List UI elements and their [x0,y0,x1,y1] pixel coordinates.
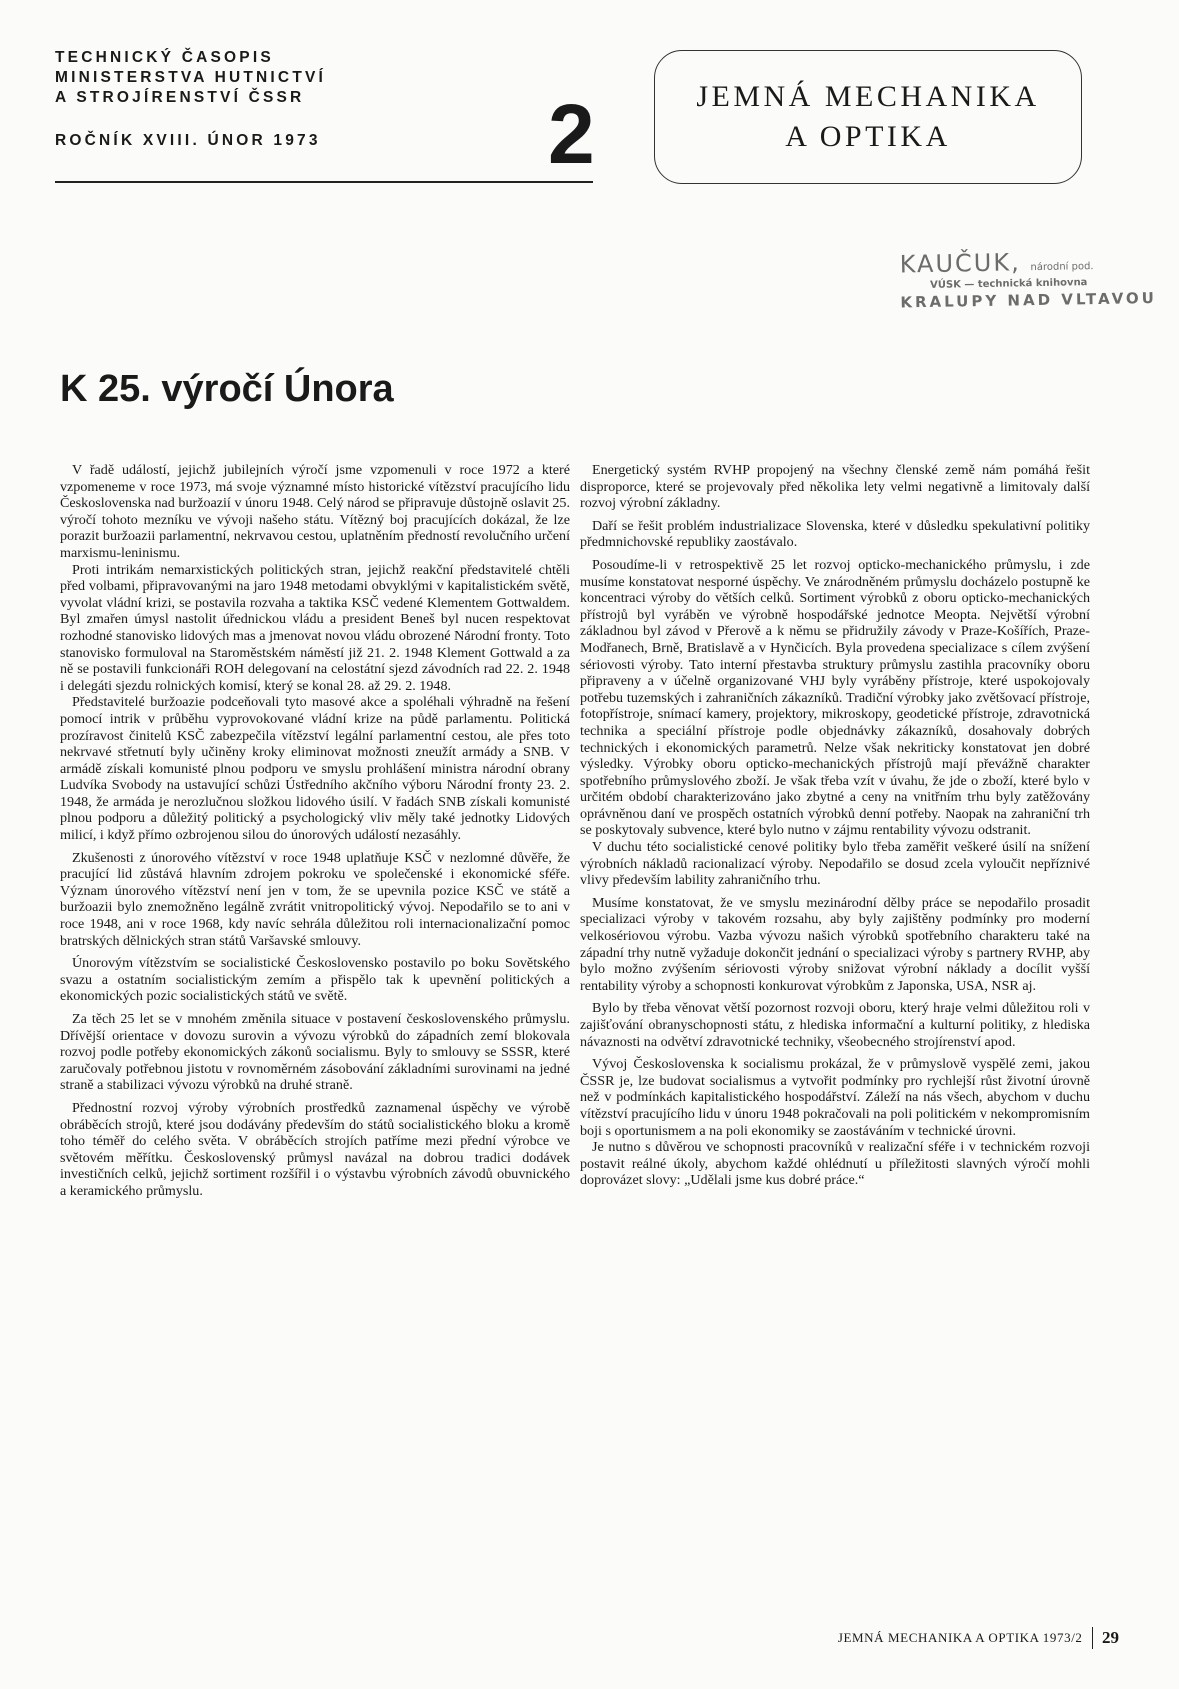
paragraph: Daří se řešit problém industrializace Slovenska, které v důsledku spekulativní politiky předmnichovské republiky zaostávalo. [580,517,1090,551]
paragraph: Proti intrikám nemarxistických politických stran, jejichž reakční představitelé chtěli před volbami, připravovanými na jaro 1948 metodami obvyklými v kapitalistickém světě, vyvolat vládní krizi, se postavila rozvaha a taktika KSČ vedené Klementem Gottwaldem. Byl zmařen úmysl nastolit úřednickou vládu a president Beneš byl nucen respektovat rozhodné stanovisko lidových mas a jmenovat novou vládu obrozené Národní fronty. Toto stanovisko formuloval na Staroměstském náměstí již 21. 2. 1948 Klement Gottwald a za ně se postavili funkcionáři ROH delegovaní na celostátní sjezd závodních rad 22. 2. 1948 i delegáti sjezdu rolnických komisí, který se konal 28. až 29. 2. 1948. [60,561,570,694]
stamp-line: národní pod. [1030,261,1094,274]
paragraph: Představitelé buržoazie podceňovali tyto masové akce a spoléhali výhradně na řešení pomocí intrik v průběhu vyprovokované vládní krize na půdě parlamentu. Politická prozíravost činitelů KSČ zabezpečila vítězství legální parlamentní cestou, ale přes toto nekrvavé střetnutí byly učiněny kroky eliminovat možnosti zneužít armády a SNB. V armádě získali komunisté plnou podporu ve smyslu prohlášení ministra národní obrany Ludvíka Svobody na ustavující schůzi Ústředního akčního výboru Národní fronty 23. 2. 1948, že armáda je nerozlučnou složkou lidového úsilí. V řadách SNB získali komunisté plnou podporu a důležitý politický a psychologický vliv měly také jednotky Lidových milicí, i když přímo ozbrojenou silou do únorových událostí nezasáhly. [60,694,570,844]
paragraph: Únorovým vítězstvím se socialistické Československo postavilo po boku Sovětského svazu a ostatním socialistickým zemím a přispělo tak k upevnění politických a ekonomických pozic socialistických států ve světě. [60,955,570,1005]
article-title: K 25. výročí Února [60,368,394,410]
masthead-line: TECHNICKÝ ČASOPIS [55,49,274,66]
masthead [55,48,326,151]
library-stamp [899,246,1179,312]
volume-date: ROČNÍK XVIII. ÚNOR 1973 [55,132,321,149]
paragraph: Přednostní rozvoj výroby výrobních prostředků zaznamenal úspěchy ve výrobě obráběcích strojů, které jsou dodávány především do států socialistického bloku a kromě toho téměř do celého světa. V obráběcích strojích patříme mezi přední výrobce ve světovém měřítku. Československý průmysl navázal na dobrou tradici dodávek investičních celků, jejichž sortiment rozšířil i o výstavbu výrobních závodů obuvnického a keramického průmyslu. [60,1099,570,1199]
paragraph: V duchu této socialistické cenové politiky bylo třeba zaměřit veškeré úsilí na snížení výrobních nákladů racionalizací výroby. Nepodařilo se dosud zcela vyloučit nepříznivé vlivy především lability zahraničního trhu. [580,839,1090,889]
article-column-left [60,462,570,1200]
stamp-line: KAUČUK, [899,248,1021,279]
journal-title-box [654,50,1082,184]
footer-divider [1092,1627,1094,1649]
paragraph: Posoudíme-li v retrospektivě 25 let rozvoj opticko-mechanického průmyslu, i zde musíme konstatovat nesporné úspěchy. Ve znárodněném průmyslu docházelo postupně ke koncentraci výroby do větších celků. Sortiment výrobků z oboru opticko-mechanických přístrojů byl vyráběn ve výrobně hospodářské jednotce Meopta. Největší výrobní základnou byl závod v Přerově a k němu se přidružily závody v Praze-Košířích, Praze-Modřanech, Brně, Bratislavě a v Hynčicích. Byla provedena specializace s cílem zvýšení sériovosti výroby. Tato interní přestavba struktury průmyslu zastihla pracovníky oboru připraveny a v účelně organizované VHJ byly vyráběny přístroje, které uspokojovaly potřebu tuzemských i zahraničních zákazníků. Tradiční výrobky jako zvětšovací přístroje, fotopřístroje, snímací kamery, projektory, mikroskopy, geodetické přístroje, zdravotnická technika a speciální přístroje podle objednávky zákazníků, dosahovaly dobrých technických i ekonomických parametrů. Nelze však nekriticky konstatovat jen dobré výsledky. Výrobky oboru opticko-mechanických přístrojů mají převážně charakter spotřebního průmyslového zboží. Je však třeba vzít v úvahu, že jde o zboží, které bylo v určitém období charakterizováno jako zbytné a ceny na vnitřním trhu byly zatěžovány oprávněnou daní ve prospěch ostatních výrobků denní potřeby. Naopak na zahraniční trh se poskytovaly subvence, které bylo nutno v zájmu rentability vývozu odstranit. [580,556,1090,839]
paragraph: Bylo by třeba věnovat větší pozornost rozvoji oboru, který hraje velmi důležitou roli v zajišťování obranyschopnosti státu, z hlediska informační a kulturní politiky, z hlediska návaznosti na odvětví zdravotnické techniky, všeobecného strojírenství apod. [580,1000,1090,1050]
page-footer [838,1627,1119,1649]
page-number: 29 [1102,1628,1119,1647]
paragraph: Za těch 25 let se v mnohém změnila situace v postavení československého průmyslu. Dřívější orientace v dovozu surovin a vývozu výrobků do západních zemí blokovala rozvoj podle potřeby ekonomických zákonů socialismu. Byly to smlouvy se SSSR, které zaručovaly potřebnou jistotu v rovnoměrném zásobování základními surovinami na jedné straně a stabilizaci vývozu výrobků na druhé straně. [60,1011,570,1094]
header-rule [55,181,593,183]
footer-journal: JEMNÁ MECHANIKA A OPTIKA 1973/2 [837,1630,1083,1645]
stamp-line: KRALUPY NAD VLTAVOU [900,288,1158,312]
paragraph: Je nutno s důvěrou ve schopnosti pracovníků v realizační sféře i v technickém rozvoji postavit reálné úkoly, abychom každé ohlédnutí u příležitosti slavných výročí mohli doprovázet slovy: „Udělali jsme kus dobré práce.“ [580,1139,1090,1189]
paragraph: Zkušenosti z únorového vítězství v roce 1948 uplatňuje KSČ v nezlomné důvěře, že pracující lid zůstává hlavním zdrojem pokroku ve společenské i ekonomické sféře. Význam únorového vítězství není jen v tom, že se upevnila pozice KSČ ve státě a buržoazii bylo znemožněno legálně zvrátit vnitropolitický vývoj. Nepodařilo se to ani v roce 1948, ani v roce 1968, kdy navíc sehrála důležitou roli internacionalizační pomoc bratrských dělnických stran států Varšavské smlouvy. [60,849,570,949]
masthead-line: A STROJÍRENSTVÍ ČSSR [55,89,305,106]
paragraph: Vývoj Československa k socialismu prokázal, že v průmyslově vyspělé zemi, jakou ČSSR je, lze budovat socialismus a vytvořit podmínky pro rychlejší růst životní úrovně než v podmínkách kapitalistického hospodářství. Záleží na nás všech, abychom v duchu vítězství pracujícího lidu v únoru 1948 pokračovali na poli politickém v nekompromisním boji s oportunismem a na poli ekonomiky se zaostáváním v technické úrovni. [580,1056,1090,1139]
journal-title-line: JEMNÁ MECHANIKA [696,80,1040,113]
issue-number: 2 [548,87,595,181]
masthead-line: MINISTERSTVA HUTNICTVÍ [55,69,327,86]
paragraph: V řadě událostí, jejichž jubilejních výročí jsme vzpomenuli v roce 1972 a které vzpomeneme v roce 1973, má svoje významné místo historické vítězství pracujícího lidu Československa nad buržoazií v únoru 1948. Celý národ se připravuje důstojně oslavit 25. výročí tohoto mezníku ve vývoji našeho státu. Vítězný boj pracujících dokázal, že lze porazit buržoazii parlamentní, nekrvavou cestou, uplatněním předností revolučního určení marxismu-leninismu. [60,462,570,561]
paragraph: Energetický systém RVHP propojený na všechny členské země nám pomáhá řešit disproporce, které se projevovaly před několika lety velmi negativně a limitovaly další rozvoj výrobní základny. [580,462,1090,512]
stamp-line: VÚSK — technická knihovna [930,277,1088,291]
paragraph: Musíme konstatovat, že ve smyslu mezinárodní dělby práce se nepodařilo prosadit specializaci výroby v takovém rozsahu, aby byly zajištěny podmínky pro moderní velkosériovou výrobu. Vazba vývozu našich výrobků spotřebního charakteru také na západní trhy nutně vyžaduje dokončit jednání o specializaci výroby s partnery RVHP, aby bylo možno zvýšením sériovosti výroby snižovat výrobní náklady a docílit vyšší rentability výroby a schopnosti konkurovat výrobkům z Japonska, USA, NSR aj. [580,894,1090,994]
article-column-right [580,462,1090,1189]
journal-title-line: A OPTIKA [785,120,951,153]
